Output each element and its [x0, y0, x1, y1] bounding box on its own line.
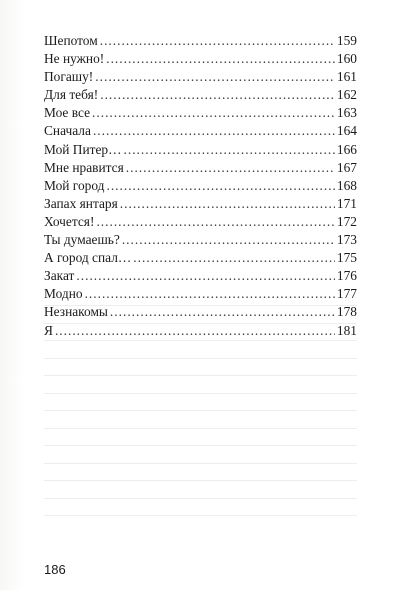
toc-entry-title: Закат — [44, 268, 75, 284]
toc-entry — [44, 322, 357, 340]
toc-entry-title: Не нужно! — [44, 51, 105, 67]
toc-entry-title: Мой Питер… — [44, 141, 122, 157]
toc-entry-page: 172 — [336, 213, 357, 229]
toc-entry-title: Я — [44, 322, 53, 338]
toc-leader-dots — [92, 104, 335, 122]
toc-entry — [44, 213, 357, 231]
show-through-lines — [44, 305, 357, 550]
show-through-line — [44, 393, 357, 394]
toc-entry — [44, 122, 357, 140]
toc-leader-dots — [100, 32, 335, 50]
toc-entry-title: Мне нравится — [44, 159, 124, 175]
toc-entry-title: Запах янтаря — [44, 195, 118, 211]
toc-entry — [44, 68, 357, 86]
toc-leader-dots — [110, 303, 335, 321]
toc-entry-page: 163 — [336, 105, 357, 121]
table-of-contents — [44, 32, 357, 340]
toc-leader-dots — [100, 86, 335, 104]
toc-entry — [44, 249, 357, 267]
show-through-line — [44, 480, 357, 481]
toc-entry-page: 166 — [336, 141, 357, 157]
show-through-line — [44, 340, 357, 341]
toc-leader-dots — [76, 267, 335, 285]
show-through-line — [44, 410, 357, 411]
toc-entry-title: Ты думаешь? — [44, 232, 120, 248]
toc-entry — [44, 285, 357, 303]
toc-entry-page: 175 — [336, 250, 357, 266]
toc-leader-dots — [106, 50, 335, 68]
toc-leader-dots — [106, 177, 334, 195]
toc-entry-title: Модно — [44, 286, 83, 302]
toc-entry-page: 159 — [336, 33, 357, 48]
show-through-line — [44, 463, 357, 464]
toc-entry-page: 171 — [336, 195, 357, 211]
toc-entry-page: 167 — [336, 159, 357, 175]
toc-entry-title: Незнакомы — [44, 304, 108, 320]
toc-entry — [44, 159, 357, 177]
toc-entry-page: 162 — [336, 87, 357, 103]
toc-entry-title: Сначала — [44, 123, 91, 139]
show-through-line — [44, 375, 357, 376]
toc-entry-page: 160 — [336, 51, 357, 67]
toc-entry — [44, 141, 357, 159]
toc-entry-title: Погашу! — [44, 69, 94, 85]
toc-entry — [44, 32, 357, 50]
page-number: 186 — [44, 562, 66, 577]
toc-entry-page: 181 — [336, 322, 357, 338]
toc-entry-title: А город спал… — [44, 250, 132, 266]
toc-entry-title: Хочется! — [44, 213, 95, 229]
toc-leader-dots — [120, 195, 335, 213]
toc-leader-dots — [122, 231, 335, 249]
toc-entry-page: 173 — [336, 232, 357, 248]
show-through-line — [44, 515, 357, 516]
toc-entry-page: 161 — [336, 69, 357, 85]
toc-entry-title: Мой город — [44, 177, 105, 193]
toc-leader-dots — [93, 122, 335, 140]
show-through-line — [44, 358, 357, 359]
toc-entry-page: 168 — [336, 177, 357, 193]
toc-entry — [44, 303, 357, 321]
toc-entry — [44, 177, 357, 195]
toc-entry — [44, 86, 357, 104]
toc-entry-title: Для тебя! — [44, 87, 99, 103]
toc-entry — [44, 195, 357, 213]
toc-entry — [44, 104, 357, 122]
toc-leader-dots — [85, 285, 335, 303]
toc-entry-page: 176 — [336, 268, 357, 284]
toc-entry-page: 178 — [336, 304, 357, 320]
toc-leader-dots — [95, 68, 335, 86]
toc-entry-page: 164 — [336, 123, 357, 139]
toc-leader-dots — [55, 322, 335, 340]
toc-entry-page: 177 — [336, 286, 357, 302]
toc-entry-title: Мое все — [44, 105, 91, 121]
toc-entry — [44, 50, 357, 68]
toc-entry — [44, 267, 357, 285]
toc-entry — [44, 231, 357, 249]
toc-entry-title: Шепотом — [44, 33, 98, 48]
show-through-line — [44, 428, 357, 429]
toc-leader-dots — [126, 159, 335, 177]
show-through-line — [44, 498, 357, 499]
toc-leader-dots — [124, 141, 335, 159]
toc-leader-dots — [96, 213, 334, 231]
toc-leader-dots — [133, 249, 335, 267]
show-through-line — [44, 445, 357, 446]
